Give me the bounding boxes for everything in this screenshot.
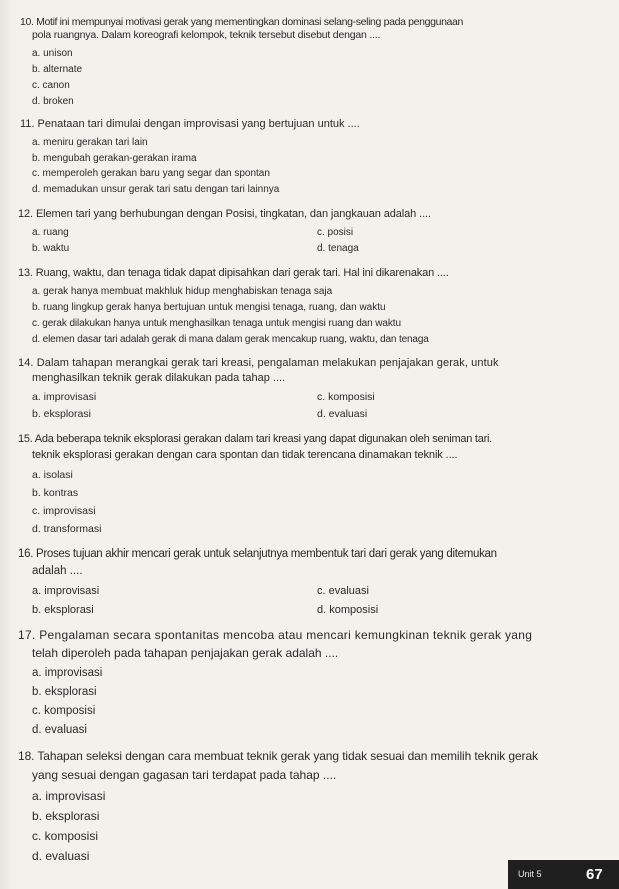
option-c[interactable]: c. komposisi <box>317 391 375 403</box>
option-c[interactable]: c. evaluasi <box>317 585 369 597</box>
option-a[interactable]: a. improvisasi <box>32 391 97 403</box>
option-d[interactable]: d. transformasi <box>32 523 102 535</box>
question-stem: 11. Penataan tari dimulai dengan improvisasi yang bertujuan untuk .... <box>20 118 360 130</box>
question-stem: 16. Proses tujuan akhir mencari gerak untuk selanjutnya membentuk tari dari gerak yang ditemukan <box>18 548 497 560</box>
question-stem: 12. Elemen tari yang berhubungan dengan Posisi, tingkatan, dan jangkauan adalah .... <box>18 208 431 220</box>
option-a[interactable]: a. gerak hanya membuat makhluk hidup menghabiskan tenaga saja <box>32 286 333 297</box>
option-d[interactable]: d. elemen dasar tari adalah gerak di mana dalam gerak mencakup ruang, waktu, dan tenaga <box>32 334 429 345</box>
option-a[interactable]: a. improvisasi <box>32 585 100 597</box>
option-d[interactable]: d. komposisi <box>317 604 379 616</box>
question-stem: 13. Ruang, waktu, dan tenaga tidak dapat dipisahkan dari gerak tari. Hal ini dikarenakan .... <box>18 267 449 279</box>
option-b[interactable]: b. eksplorasi <box>32 686 97 698</box>
unit-label: Unit 5 <box>518 869 542 879</box>
option-c[interactable]: c. gerak dilakukan hanya untuk menghasilkan tenaga untuk mengisi ruang dan waktu <box>32 318 401 329</box>
option-d[interactable]: d. evaluasi <box>32 849 90 863</box>
option-a[interactable]: a. unison <box>32 48 73 59</box>
option-a[interactable]: a. ruang <box>32 227 69 238</box>
option-d[interactable]: d. broken <box>32 96 74 107</box>
question-stem: 10. Motif ini mempunyai motivasi gerak yang mementingkan dominasi selang-seling pada penggunaan <box>20 16 464 28</box>
option-c[interactable]: c. komposisi <box>32 829 99 843</box>
question-stem: 14. Dalam tahapan merangkai gerak tari kreasi, pengalaman melakukan penjajakan gerak, untuk <box>18 357 499 369</box>
option-b[interactable]: b. mengubah gerakan-gerakan irama <box>32 153 197 164</box>
option-d[interactable]: d. memadukan unsur gerak tari satu dengan tari lainnya <box>32 184 280 195</box>
option-c[interactable]: c. improvisasi <box>32 505 96 517</box>
page-number: 67 <box>586 866 603 883</box>
option-b[interactable]: b. eksplorasi <box>32 809 100 823</box>
option-b[interactable]: b. eksplorasi <box>32 408 91 420</box>
option-a[interactable]: a. improvisasi <box>32 789 106 803</box>
question-stem: 18. Tahapan seleksi dengan cara membuat teknik gerak yang tidak sesuai dan memilih teknik gerak <box>18 749 538 763</box>
option-c[interactable]: c. canon <box>32 80 70 91</box>
option-d[interactable]: d. evaluasi <box>317 408 368 420</box>
question-stem: 17. Pengalaman secara spontanitas mencoba atau mencari kemungkinan teknik gerak yang <box>18 628 533 642</box>
option-c[interactable]: c. komposisi <box>32 705 96 717</box>
question-stem: yang sesuai dengan gagasan tari terdapat pada tahap .... <box>32 768 337 782</box>
option-b[interactable]: b. waktu <box>32 243 70 254</box>
option-b[interactable]: b. ruang lingkup gerak hanya bertujuan untuk mengisi tenaga, ruang, dan waktu <box>32 302 386 313</box>
option-d[interactable]: d. tenaga <box>317 243 359 254</box>
question-stem: telah diperoleh pada tahapan penjajakan gerak adalah .... <box>32 646 339 660</box>
option-b[interactable]: b. eksplorasi <box>32 604 94 616</box>
question-stem: teknik eksplorasi gerakan dengan cara spontan dan tidak terencana dinamakan teknik .... <box>32 449 458 461</box>
question-stem: menghasilkan teknik gerak dilakukan pada tahap .... <box>32 372 286 384</box>
option-c[interactable]: c. memperoleh gerakan baru yang segar dan spontan <box>32 168 270 179</box>
question-stem: adalah .... <box>32 565 83 577</box>
question-stem: 15. Ada beberapa teknik eksplorasi gerakan dalam tari kreasi yang dapat digunakan oleh seniman tari. <box>18 433 492 445</box>
option-d[interactable]: d. evaluasi <box>32 724 87 736</box>
option-a[interactable]: a. improvisasi <box>32 667 103 679</box>
option-a[interactable]: a. isolasi <box>32 469 73 481</box>
option-a[interactable]: a. meniru gerakan tari lain <box>32 137 148 148</box>
option-b[interactable]: b. alternate <box>32 64 83 75</box>
option-b[interactable]: b. kontras <box>32 487 79 499</box>
page-edge-shadow <box>0 0 12 889</box>
question-stem: pola ruangnya. Dalam koreografi kelompok, teknik tersebut disebut dengan .... <box>32 29 381 41</box>
option-c[interactable]: c. posisi <box>317 227 354 238</box>
